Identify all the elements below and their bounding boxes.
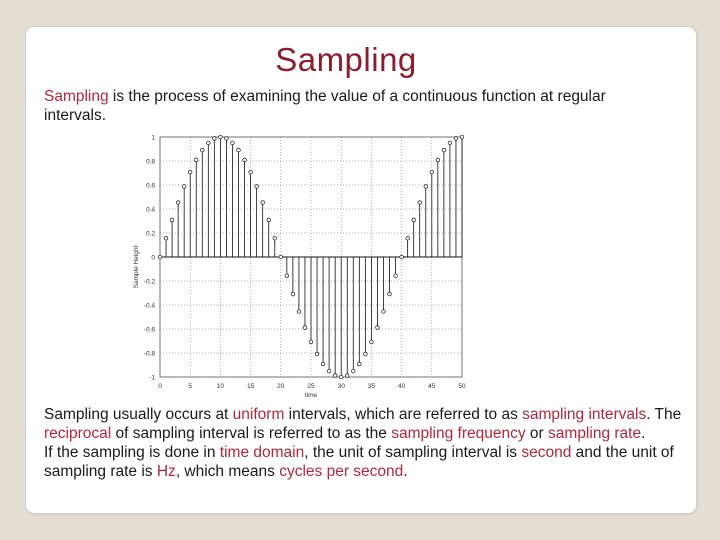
stem-marker <box>460 135 464 139</box>
stem-marker <box>321 362 325 366</box>
stem-marker <box>273 236 277 240</box>
stem-marker <box>182 185 186 189</box>
stem-marker <box>376 326 380 330</box>
stem-marker <box>194 158 198 162</box>
stem-marker <box>364 352 368 356</box>
text-run: , the unit of sampling interval is <box>304 444 522 461</box>
details-line-2 <box>44 443 714 481</box>
x-tick-label: 35 <box>367 383 376 390</box>
text-run: and the unit of sampling rate is <box>44 444 674 480</box>
text-run: is the process of examining the value of a continuous function at regular intervals. <box>44 88 606 124</box>
stem-marker <box>219 135 223 139</box>
y-tick-label: 1 <box>151 134 155 142</box>
y-tick-label: 0 <box>151 254 155 262</box>
stem-marker <box>339 375 343 379</box>
y-tick-label: 0.6 <box>145 182 155 190</box>
text-run: Sampling usually occurs at <box>44 406 233 423</box>
stem-marker <box>255 185 259 189</box>
stem-marker <box>442 148 446 152</box>
y-tick-label: -0.2 <box>143 278 155 286</box>
x-tick-label: 25 <box>307 383 315 390</box>
highlighted-term: uniform <box>232 406 285 423</box>
stem-marker <box>279 255 283 259</box>
x-tick-label: 0 <box>158 383 162 390</box>
highlighted-term: sampling frequency <box>391 425 526 442</box>
stem-marker <box>412 218 416 222</box>
y-tick-label: -0.8 <box>143 350 155 358</box>
stem-marker <box>370 340 374 344</box>
stem-marker <box>394 274 398 278</box>
text-run: . <box>641 425 646 442</box>
stem-marker <box>327 369 331 373</box>
highlighted-term: Sampling <box>44 88 109 105</box>
stem-marker <box>285 274 289 278</box>
x-tick-label: 20 <box>277 383 285 390</box>
stem-marker <box>400 255 404 259</box>
stem-marker <box>430 170 434 174</box>
x-tick-label: 45 <box>428 383 436 390</box>
stem-marker <box>297 310 301 314</box>
text-run: intervals, which are referred to as <box>284 406 523 423</box>
stem-marker <box>164 236 168 240</box>
stem-marker <box>388 292 392 296</box>
highlighted-term: reciprocal <box>44 425 112 442</box>
stem-marker <box>267 218 271 222</box>
stem-marker <box>436 158 440 162</box>
stem-marker <box>424 185 428 189</box>
highlighted-term: second <box>521 444 572 461</box>
stem-marker <box>237 148 241 152</box>
stem-marker <box>303 326 307 330</box>
y-tick-label: -0.4 <box>143 302 155 310</box>
stem-marker <box>176 201 180 205</box>
stem-marker <box>382 310 386 314</box>
stem-marker <box>158 255 162 259</box>
stem-marker <box>213 137 217 141</box>
stem-marker <box>225 137 229 141</box>
stem-marker <box>207 141 211 145</box>
y-tick-label: 0.8 <box>145 158 155 166</box>
stem-marker <box>345 374 349 378</box>
highlighted-term: Hz <box>156 463 176 480</box>
y-tick-label: -1 <box>149 374 155 382</box>
x-axis-label: time <box>304 392 318 399</box>
y-tick-label: 0.4 <box>145 206 155 214</box>
x-tick-label: 15 <box>246 383 255 390</box>
stem-marker <box>309 340 313 344</box>
stem-marker <box>200 148 204 152</box>
x-tick-label: 30 <box>337 383 345 390</box>
x-tick-label: 50 <box>458 383 466 390</box>
x-tick-label: 5 <box>188 383 193 390</box>
stem-marker <box>315 352 319 356</box>
stem-marker <box>333 374 337 378</box>
stem-marker <box>406 236 410 240</box>
stem-marker <box>454 137 458 141</box>
x-tick-label: 10 <box>216 383 225 390</box>
stem-marker <box>170 218 174 222</box>
stem-marker <box>358 362 362 366</box>
details-line-1 <box>44 405 714 443</box>
stem-marker <box>291 292 295 296</box>
highlighted-term: sampling intervals <box>522 406 647 423</box>
stem-marker <box>243 158 247 162</box>
y-axis-label: Sample Height <box>133 245 140 289</box>
stem-marker <box>188 170 192 174</box>
highlighted-term: sampling rate <box>548 425 642 442</box>
text-run: . The <box>646 406 682 423</box>
highlighted-term: time domain <box>219 444 305 461</box>
x-tick-label: 40 <box>397 383 406 390</box>
stem-marker <box>351 369 355 373</box>
slide-title: Sampling <box>275 41 417 78</box>
details-paragraph <box>44 405 714 481</box>
text-run: , which means <box>175 463 280 480</box>
stem-marker <box>418 201 422 205</box>
stem-plot <box>105 105 466 399</box>
text-run: . <box>403 463 408 480</box>
stem-marker <box>448 141 452 145</box>
y-tick-label: 0.2 <box>145 230 155 238</box>
y-tick-label: -0.6 <box>143 326 155 334</box>
text-run: or <box>525 425 549 442</box>
highlighted-term: cycles per second <box>279 463 404 480</box>
stem-marker <box>249 170 253 174</box>
text-run: If the sampling is done in <box>44 444 220 461</box>
stem-marker <box>261 201 265 205</box>
text-run: of sampling interval is referred to as the <box>111 425 392 442</box>
stem-marker <box>231 141 235 145</box>
